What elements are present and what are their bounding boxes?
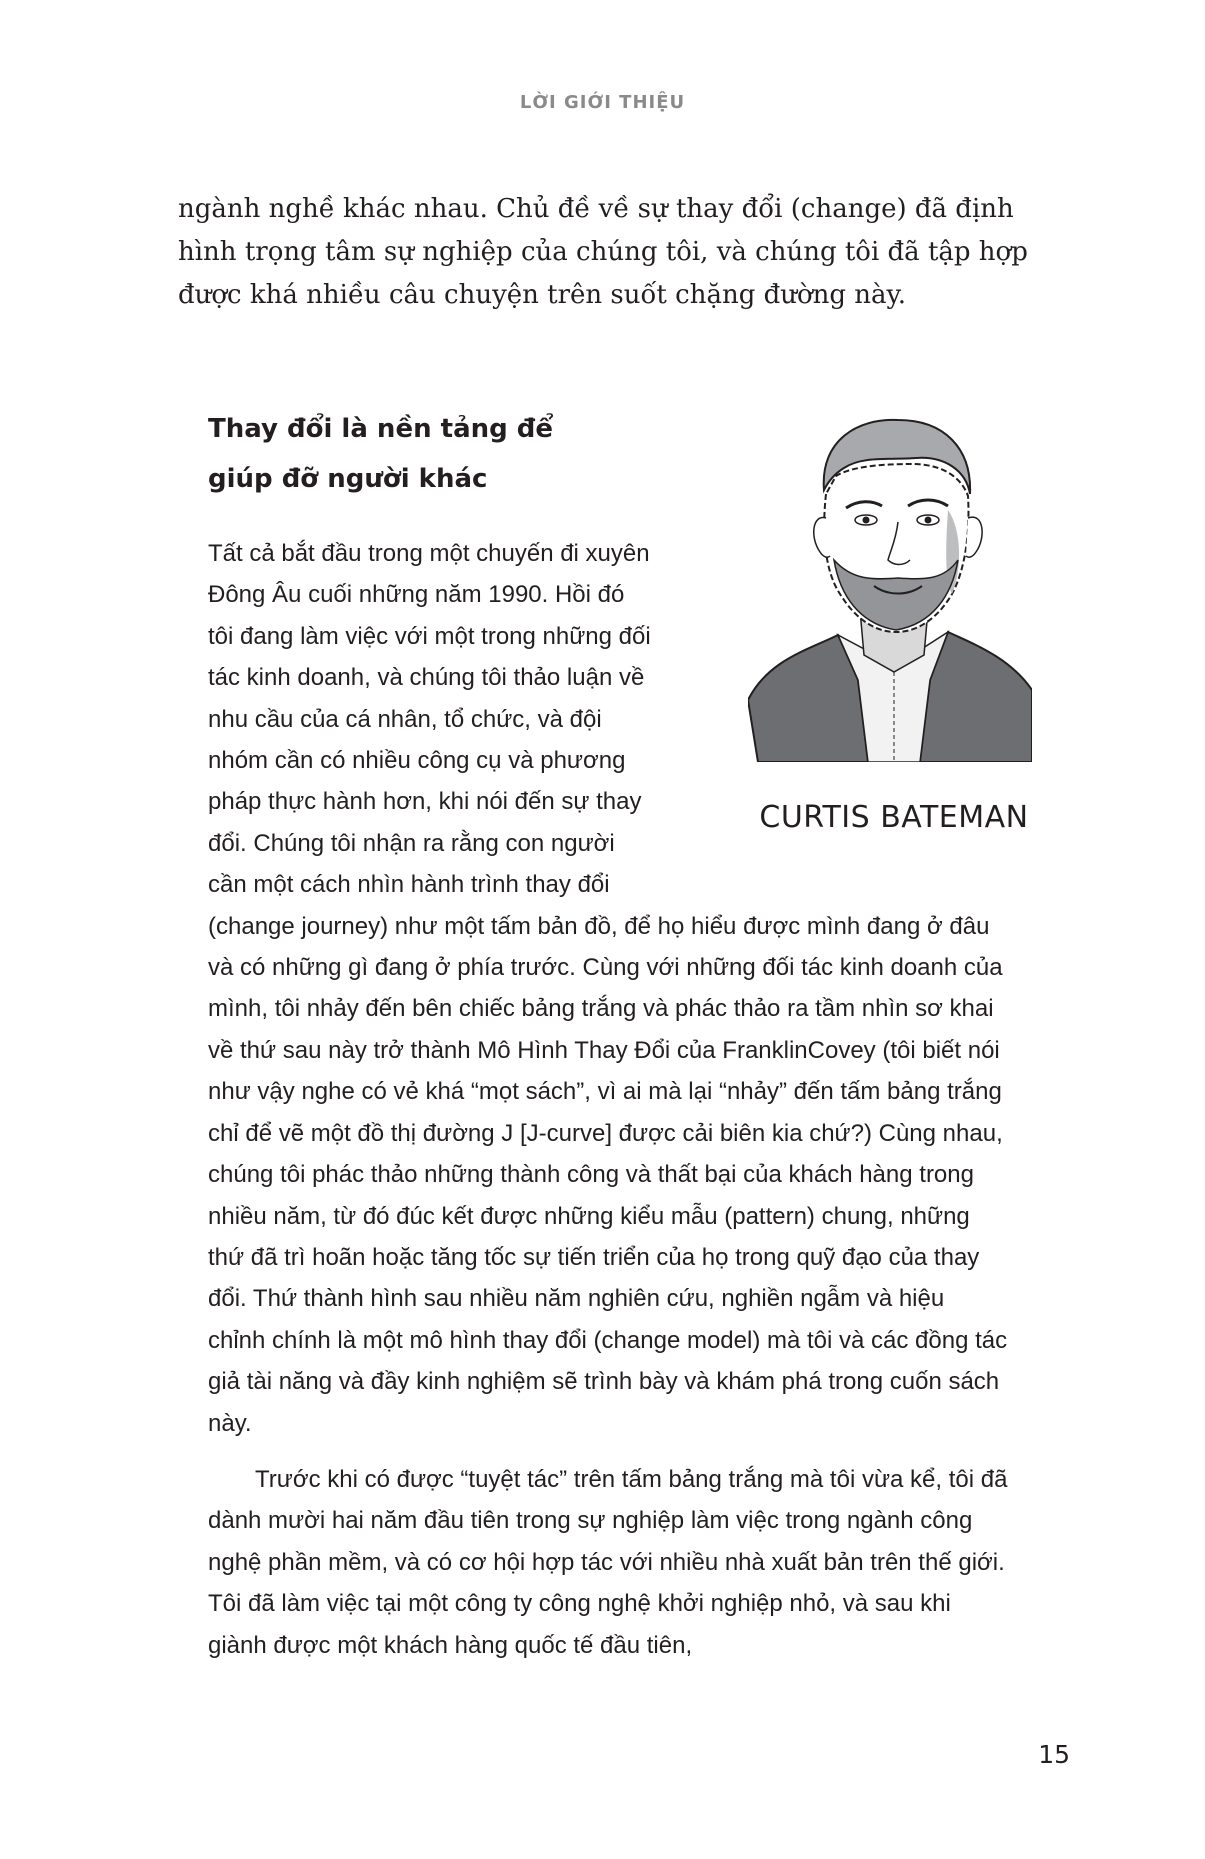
running-header: LỜI GIỚI THIỆU: [519, 92, 686, 113]
section-heading: [208, 404, 628, 504]
intro-paragraph: ngành nghề khác nhau. Chủ đề về sự thay đổi (change) đã định hình trọng tâm sự nghiệp của chúng tôi, và chúng tôi đã tập hợp được khá nhiều câu chuyện trên suốt chặng đường này.: [178, 194, 1028, 310]
portrait-name: CURTIS BATEMAN: [759, 800, 1029, 835]
man-portrait-illustration-icon: [748, 410, 1032, 762]
portrait-illustration: [748, 410, 1032, 762]
section-heading-line-1: Thay đổi là nền tảng để: [208, 414, 554, 444]
body-paragraph-1: Tất cả bắt đầu trong một chuyến đi xuyên Đông Âu cuối những năm 1990. Hồi đó tôi đang làm việc với một trong những đối tác kinh doanh, và chúng tôi thảo luận về nhu cầu của cá nhân, tổ chức, và đội nhóm cần có nhiều công cụ và phương pháp thực hành hơn, khi nói đến sự thay đổi. Chúng tôi nhận ra rằng con người cần một cách nhìn hành trình thay đổi (change journey) như một tấm bản đồ, để họ hiểu được mình đang ở đâu và có những gì đang ở phía trước. Cùng với những đối tác kinh doanh của mình, tôi nhảy đến bên chiếc bảng trắng và phác thảo ra tầm nhìn sơ khai về thứ sau này trở thành Mô Hình Thay Đổi của FranklinCovey (tôi biết nói như vậy nghe có vẻ khá “mọt sách”, vì ai mà lại “nhảy” đến tấm bảng trắng chỉ để vẽ một đồ thị đường J [J-curve] được cải biên kia chứ?) Cùng nhau, chúng tôi phác thảo những thành công và thất bại của khách hàng trong nhiều năm, từ đó đúc kết được những kiểu mẫu (pattern) chung, những thứ đã trì hoãn hoặc tăng tốc sự tiến triển của họ trong quỹ đạo của thay đổi. Thứ thành hình sau nhiều năm nghiên cứu, nghiền ngẫm và hiệu chỉnh chính là một mô hình thay đổi (change model) mà tôi và các đồng tác giả tài năng và đầy kinh nghiệm sẽ trình bày và khám phá trong cuốn sách này.: [208, 540, 1008, 1437]
page-number: 15: [1038, 1740, 1070, 1769]
body-paragraph-2: Trước khi có được “tuyệt tác” trên tấm bảng trắng mà tôi vừa kể, tôi đã dành mười hai năm đầu tiên trong sự nghiệp làm việc trong ngành công nghệ phần mềm, và có cơ hội hợp tác với nhiều nhà xuất bản trên thế giới. Tôi đã làm việc tại một công ty công nghệ khởi nghiệp nhỏ, và sau khi giành được một khách hàng quốc tế đầu tiên,: [208, 1465, 1008, 1659]
section-heading-line-2: giúp đỡ người khác: [208, 464, 488, 494]
